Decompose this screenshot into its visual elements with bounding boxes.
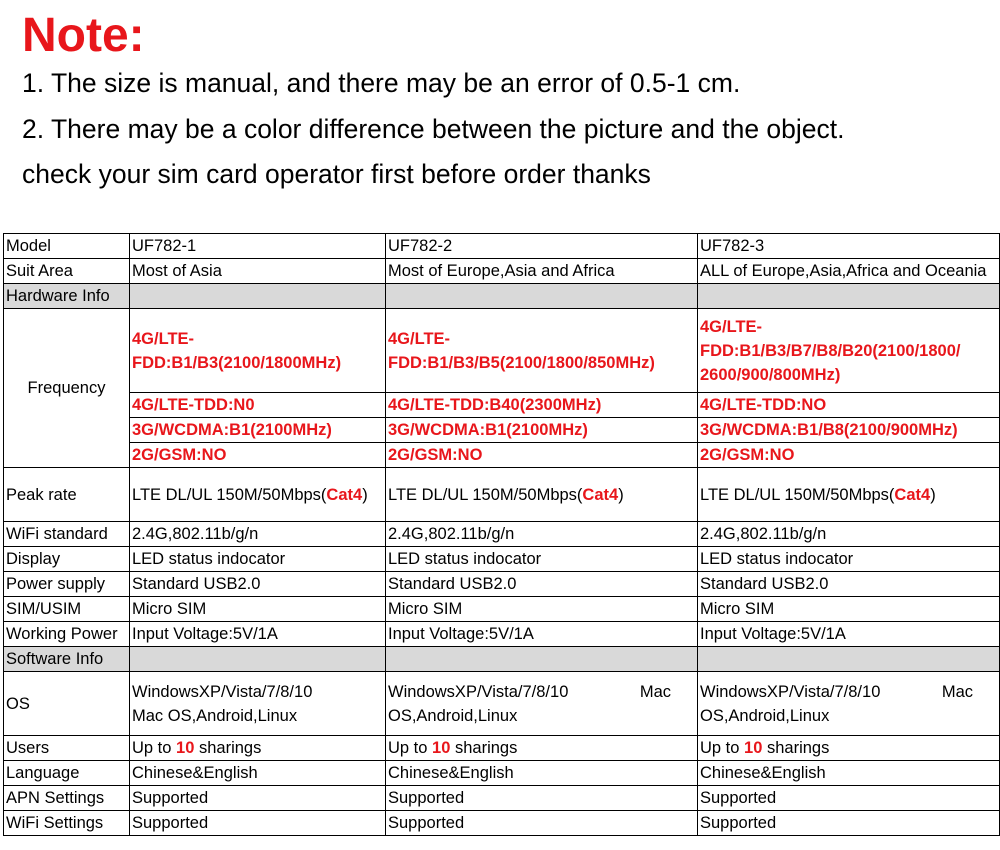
os-2: WindowsXP/Vista/7/8/10 Mac OS,Android,Linux <box>386 672 698 736</box>
sim-2: Micro SIM <box>386 597 698 622</box>
label-power-supply: Power supply <box>4 572 130 597</box>
label-display: Display <box>4 547 130 572</box>
tdd-1: 4G/LTE-TDD:N0 <box>130 393 386 418</box>
row-model <box>4 234 1000 259</box>
wcdma-3: 3G/WCDMA:B1/B8(2100/900MHz) <box>698 418 1000 443</box>
language-2: Chinese&English <box>386 761 698 786</box>
power-supply-2: Standard USB2.0 <box>386 572 698 597</box>
apn-3: Supported <box>698 786 1000 811</box>
apn-1: Supported <box>130 786 386 811</box>
row-sim <box>4 597 1000 622</box>
row-wifi-settings <box>4 811 1000 836</box>
wifi-settings-1: Supported <box>130 811 386 836</box>
model-1: UF782-1 <box>130 234 386 259</box>
spec-table <box>3 233 1000 836</box>
label-peak-rate: Peak rate <box>4 468 130 522</box>
working-power-1: Input Voltage:5V/1A <box>130 622 386 647</box>
suit-area-1: Most of Asia <box>130 259 386 284</box>
note-line-3: check your sim card operator first before order thanks <box>22 159 651 189</box>
row-os <box>4 672 1000 736</box>
label-model: Model <box>4 234 130 259</box>
row-power-supply <box>4 572 1000 597</box>
row-apn <box>4 786 1000 811</box>
wifi-standard-2: 2.4G,802.11b/g/n <box>386 522 698 547</box>
model-3: UF782-3 <box>698 234 1000 259</box>
label-language: Language <box>4 761 130 786</box>
label-working-power: Working Power <box>4 622 130 647</box>
peak-rate-2: LTE DL/UL 150M/50Mbps(Cat4) <box>386 468 698 522</box>
display-1: LED status indocator <box>130 547 386 572</box>
section-software-label: Software Info <box>4 647 130 672</box>
row-peak-rate <box>4 468 1000 522</box>
label-suit-area: Suit Area <box>4 259 130 284</box>
wifi-standard-1: 2.4G,802.11b/g/n <box>130 522 386 547</box>
wcdma-1: 3G/WCDMA:B1(2100MHz) <box>130 418 386 443</box>
power-supply-1: Standard USB2.0 <box>130 572 386 597</box>
users-1: Up to 10 sharings <box>130 736 386 761</box>
label-os: OS <box>4 672 130 736</box>
row-suit-area <box>4 259 1000 284</box>
row-working-power <box>4 622 1000 647</box>
row-frequency-fdd <box>4 309 1000 393</box>
label-frequency: Frequency <box>4 309 130 468</box>
section-software <box>4 647 1000 672</box>
fdd-3: 4G/LTE- FDD:B1/B3/B7/B8/B20(2100/1800/ 2600/900/800MHz) <box>698 309 1000 393</box>
gsm-1: 2G/GSM:NO <box>130 443 386 468</box>
tdd-2: 4G/LTE-TDD:B40(2300MHz) <box>386 393 698 418</box>
note-line-2: 2. There may be a color difference between the picture and the object. <box>22 114 845 144</box>
display-2: LED status indocator <box>386 547 698 572</box>
suit-area-2: Most of Europe,Asia and Africa <box>386 259 698 284</box>
display-3: LED status indocator <box>698 547 1000 572</box>
gsm-2: 2G/GSM:NO <box>386 443 698 468</box>
row-frequency-gsm <box>4 443 1000 468</box>
note-line-1: 1. The size is manual, and there may be an error of 0.5-1 cm. <box>22 68 741 98</box>
gsm-3: 2G/GSM:NO <box>698 443 1000 468</box>
language-3: Chinese&English <box>698 761 1000 786</box>
users-2: Up to 10 sharings <box>386 736 698 761</box>
os-3: WindowsXP/Vista/7/8/10 Mac OS,Android,Linux <box>698 672 1000 736</box>
row-frequency-wcdma <box>4 418 1000 443</box>
fdd-1: 4G/LTE- FDD:B1/B3(2100/1800MHz) <box>130 309 386 393</box>
os-1: WindowsXP/Vista/7/8/10 Mac OS,Android,Linux <box>130 672 386 736</box>
note-title: Note: <box>22 9 145 62</box>
wifi-settings-2: Supported <box>386 811 698 836</box>
language-1: Chinese&English <box>130 761 386 786</box>
row-frequency-tdd <box>4 393 1000 418</box>
section-hardware-label: Hardware Info <box>4 284 130 309</box>
sim-3: Micro SIM <box>698 597 1000 622</box>
label-apn: APN Settings <box>4 786 130 811</box>
tdd-3: 4G/LTE-TDD:NO <box>698 393 1000 418</box>
row-wifi-standard <box>4 522 1000 547</box>
fdd-2: 4G/LTE- FDD:B1/B3/B5(2100/1800/850MHz) <box>386 309 698 393</box>
row-language <box>4 761 1000 786</box>
suit-area-3: ALL of Europe,Asia,Africa and Oceania <box>698 259 1000 284</box>
power-supply-3: Standard USB2.0 <box>698 572 1000 597</box>
users-3: Up to 10 sharings <box>698 736 1000 761</box>
label-wifi-settings: WiFi Settings <box>4 811 130 836</box>
wifi-settings-3: Supported <box>698 811 1000 836</box>
row-display <box>4 547 1000 572</box>
row-users <box>4 736 1000 761</box>
apn-2: Supported <box>386 786 698 811</box>
label-sim: SIM/USIM <box>4 597 130 622</box>
peak-rate-3: LTE DL/UL 150M/50Mbps(Cat4) <box>698 468 1000 522</box>
wifi-standard-3: 2.4G,802.11b/g/n <box>698 522 1000 547</box>
sim-1: Micro SIM <box>130 597 386 622</box>
model-2: UF782-2 <box>386 234 698 259</box>
label-users: Users <box>4 736 130 761</box>
working-power-2: Input Voltage:5V/1A <box>386 622 698 647</box>
wcdma-2: 3G/WCDMA:B1(2100MHz) <box>386 418 698 443</box>
peak-rate-1: LTE DL/UL 150M/50Mbps(Cat4) <box>130 468 386 522</box>
section-hardware <box>4 284 1000 309</box>
label-wifi-standard: WiFi standard <box>4 522 130 547</box>
working-power-3: Input Voltage:5V/1A <box>698 622 1000 647</box>
